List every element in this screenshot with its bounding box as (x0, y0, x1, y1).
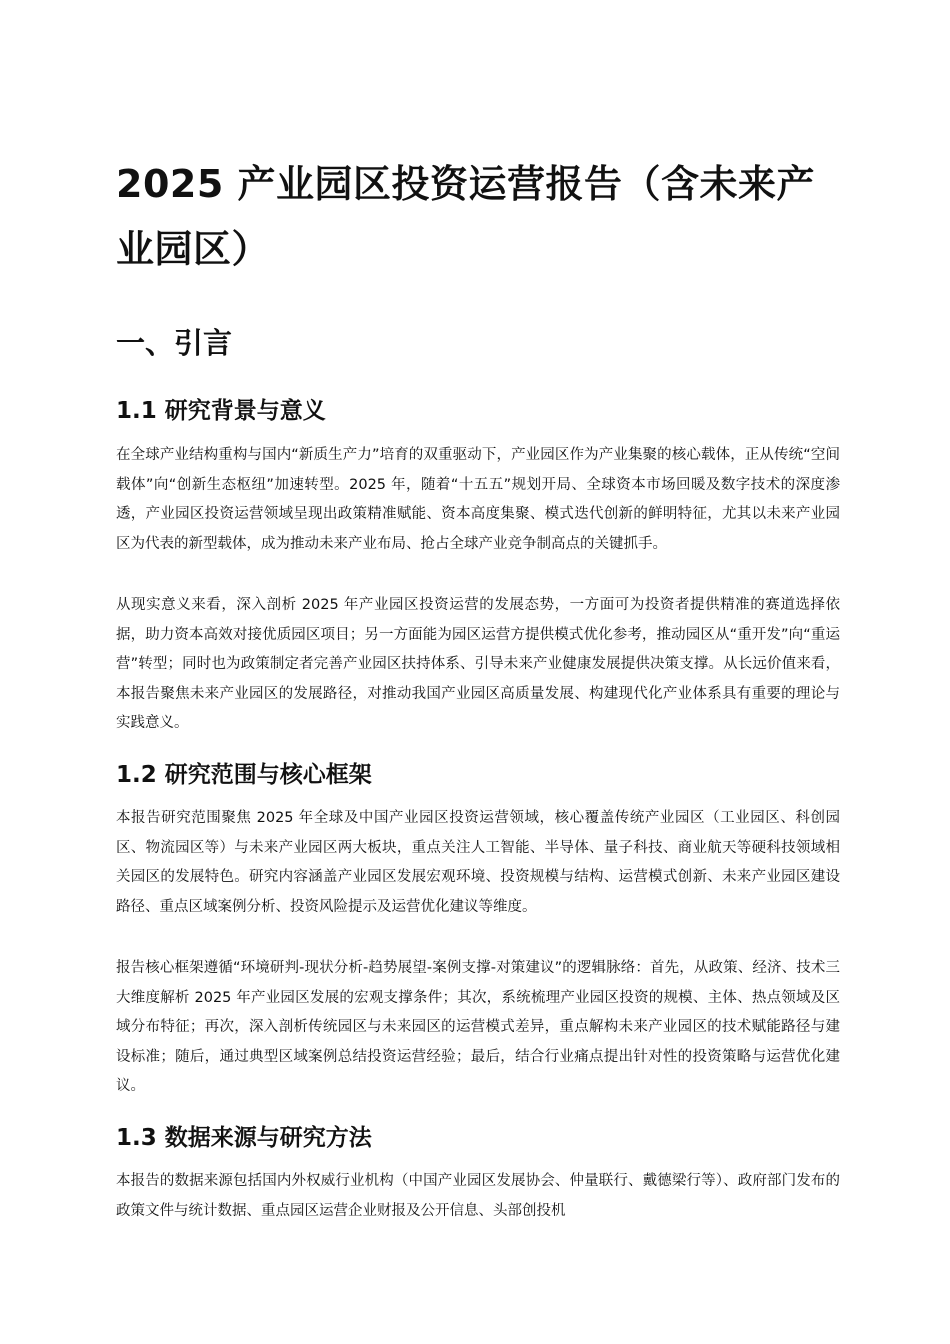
paragraph-1-2-b: 报告核心框架遵循“环境研判-现状分析-趋势展望-案例支撑-对策建议”的逻辑脉络：首先，从政策、经济、技术三大维度解析 2025 年产业园区发展的宏观支撑条件；其次，系统梳理产业园区投资的规模、主体、热点领域及区域分布特征；再次，深入剖析传统园区与未来园区的运营模式差异，重点解构未来产业园区的技术赋能路径与建设标准；随后，通过典型区域案例总结投资运营经验；最后，结合行业痛点提出针对性的投资策略与运营优化建议。 (116, 960, 840, 1094)
paragraph-1-1-b: 从现实意义来看，深入剖析 2025 年产业园区投资运营的发展态势，一方面可为投资者提供精准的赛道选择依据，助力资本高效对接优质园区项目；另一方面能为园区运营方提供模式优化参考，推动园区从“重开发”向“重运营”转型；同时也为政策制定者完善产业园区扶持体系、引导未来产业健康发展提供决策支撑。从长远价值来看，本报告聚焦未来产业园区的发展路径，对推动我国产业园区高质量发展、构建现代化产业体系具有重要的理论与实践意义。 (116, 597, 840, 731)
paragraph-1-3-a: 本报告的数据来源包括国内外权威行业机构（中国产业园区发展协会、仲量联行、戴德梁行等）、政府部门发布的政策文件与统计数据、重点园区运营企业财报及公开信息、头部创投机 (116, 1173, 840, 1219)
paragraph-1-1-a: 在全球产业结构重构与国内“新质生产力”培育的双重驱动下，产业园区作为产业集聚的核心载体，正从传统“空间载体”向“创新生态枢纽”加速转型。2025 年，随着“十五五”规划开局、全球资本市场回暖及数字技术的深度渗透，产业园区投资运营领域呈现出政策精准赋能、资本高度集聚、模式迭代创新的鲜明特征，尤其以未来产业园区为代表的新型载体，成为推动未来产业布局、抢占全球产业竞争制高点的关键抓手。 (116, 447, 840, 552)
subsection-heading-1-2: 1.2 研究范围与核心框架 (116, 762, 372, 788)
subsection-heading-1-1: 1.1 研究背景与意义 (116, 398, 326, 424)
subsection-heading-1-3: 1.3 数据来源与研究方法 (116, 1125, 372, 1151)
section-heading-introduction: 一、引言 (116, 326, 233, 360)
paragraph-1-2-a: 本报告研究范围聚焦 2025 年全球及中国产业园区投资运营领域，核心覆盖传统产业园区（工业园区、科创园区、物流园区等）与未来产业园区两大板块，重点关注人工智能、半导体、量子科技、商业航天等硬科技领域相关园区的发展特色。研究内容涵盖产业园区发展宏观环境、投资规模与结构、运营模式创新、未来产业园区建设路径、重点区域案例分析、投资风险提示及运营优化建议等维度。 (116, 810, 840, 915)
document-title: 2025 产业园区投资运营报告（含未来产业园区） (116, 162, 815, 271)
